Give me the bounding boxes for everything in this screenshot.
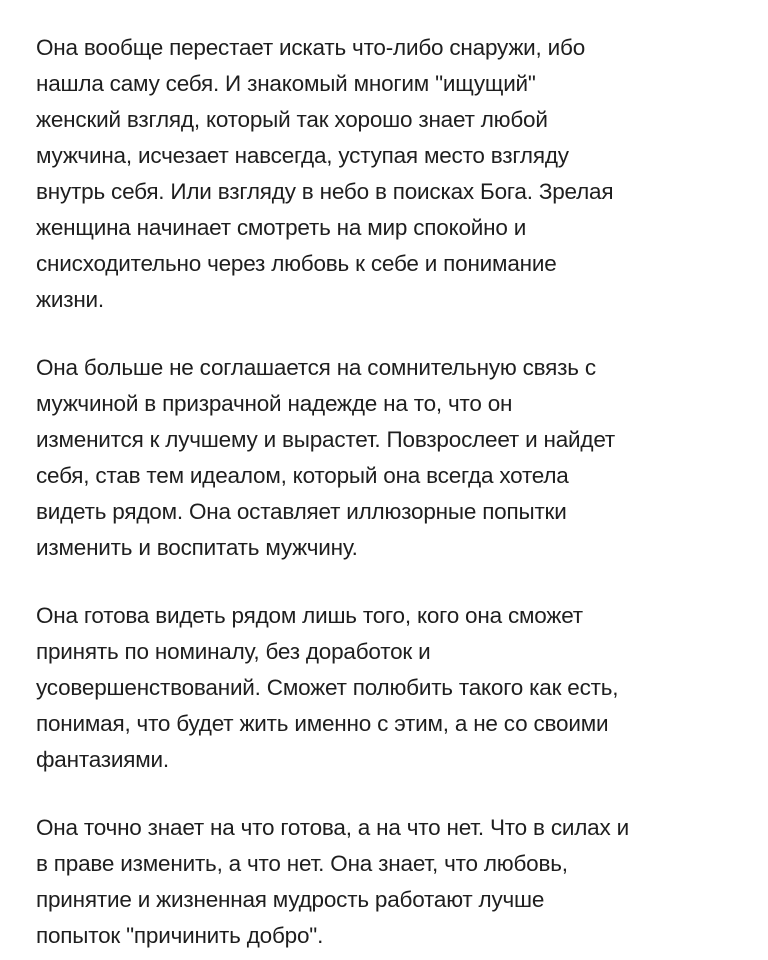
paragraph-line: видеть рядом. Она оставляет иллюзорные попытки	[36, 499, 567, 524]
paragraph-line: Она вообще перестает искать что-либо снаружи, ибо	[36, 35, 586, 60]
paragraph-line: принять по номиналу, без доработок и	[36, 639, 431, 664]
paragraph-3	[36, 598, 748, 778]
paragraph-line: женский взгляд, который так хорошо знает любой	[36, 107, 548, 132]
paragraph-line: снисходительно через любовь к себе и понимание	[36, 251, 557, 276]
paragraph-line: усовершенствований. Сможет полюбить такого как есть,	[36, 675, 619, 700]
paragraph-line: изменится к лучшему и вырастет. Повзрослеет и найдет	[36, 427, 616, 452]
paragraph-line: Она точно знает на что готова, а на что нет. Что в силах и	[36, 815, 629, 840]
paragraph-line: Она больше не соглашается на сомнительную связь с	[36, 355, 596, 380]
paragraph-line: мужчиной в призрачной надежде на то, что он	[36, 391, 513, 416]
paragraph-4	[36, 810, 748, 954]
paragraph-line: мужчина, исчезает навсегда, уступая место взгляду	[36, 143, 569, 168]
paragraph-2	[36, 350, 748, 566]
paragraph-line: Она готова видеть рядом лишь того, кого она сможет	[36, 603, 583, 628]
paragraph-line: внутрь себя. Или взгляду в небо в поисках Бога. Зрелая	[36, 179, 614, 204]
paragraph-line: себя, став тем идеалом, который она всегда хотела	[36, 463, 569, 488]
paragraph-line: понимая, что будет жить именно с этим, а не со своими	[36, 711, 609, 736]
paragraph-line: нашла саму себя. И знакомый многим "ищущий"	[36, 71, 536, 96]
paragraph-line: фантазиями.	[36, 747, 169, 772]
paragraph-line: жизни.	[36, 287, 104, 312]
paragraph-line: изменить и воспитать мужчину.	[36, 535, 358, 560]
paragraph-line: в праве изменить, а что нет. Она знает, что любовь,	[36, 851, 568, 876]
paragraph-1	[36, 30, 748, 318]
paragraph-line: попыток "причинить добро".	[36, 923, 324, 948]
paragraph-line: принятие и жизненная мудрость работают лучше	[36, 887, 545, 912]
paragraph-line: женщина начинает смотреть на мир спокойно и	[36, 215, 527, 240]
